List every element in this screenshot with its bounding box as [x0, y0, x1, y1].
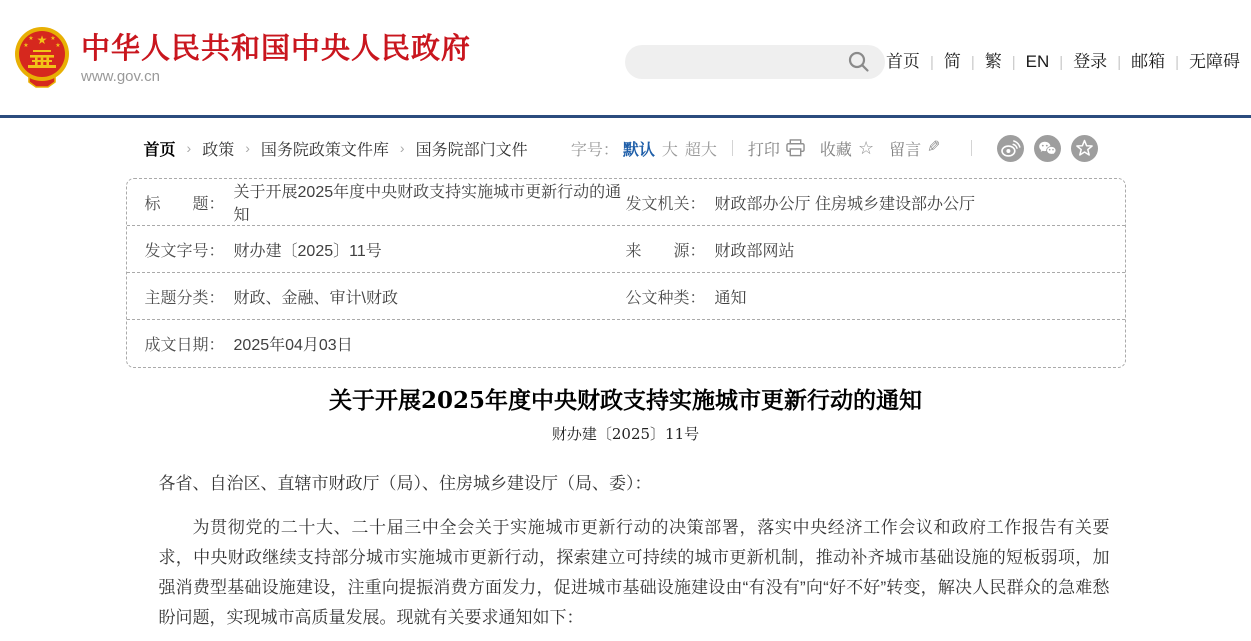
meta-date-cell [127, 332, 626, 355]
meta-label: 公文种类： [625, 289, 706, 307]
document-metadata-table [126, 178, 1126, 368]
breadcrumb-policy[interactable]: 政策 [202, 141, 235, 159]
meta-label: 标 题： [144, 195, 225, 213]
weibo-icon [997, 135, 1024, 162]
share-wechat-button[interactable] [1034, 135, 1061, 162]
nav-accessibility[interactable]: 无障碍 [1189, 52, 1240, 71]
nav-separator: | [1011, 53, 1016, 71]
nav-separator: | [929, 53, 934, 71]
chevron-right-icon: › [399, 140, 405, 156]
breadcrumb-department-docs[interactable]: 国务院部门文件 [415, 141, 528, 159]
search-button[interactable] [847, 45, 885, 79]
main-content [126, 135, 1126, 641]
nav-login[interactable]: 登录 [1073, 52, 1108, 71]
share-qzone-button[interactable] [1071, 135, 1098, 162]
search-icon [847, 50, 871, 74]
meta-issuing-agency-cell [626, 191, 1125, 214]
share-weibo-button[interactable] [997, 135, 1024, 162]
meta-value: 2025年04月03日 [233, 337, 353, 354]
search-box[interactable] [625, 45, 885, 79]
meta-topic-cell [127, 285, 626, 308]
nav-mail[interactable]: 邮箱 [1131, 52, 1166, 71]
header-divider [0, 115, 1251, 118]
logo-text [81, 32, 471, 85]
top-nav [886, 51, 1240, 73]
site-logo[interactable] [12, 26, 471, 90]
chevron-right-icon: › [245, 140, 250, 156]
font-size-xlarge[interactable]: 超大 [684, 141, 717, 159]
font-size-label: 字号： [570, 141, 619, 159]
comment-button[interactable] [889, 137, 940, 160]
table-row [127, 273, 1125, 320]
page-title: 关于开展2025年度中央财政支持实施城市更新行动的通知 [328, 387, 922, 414]
svg-text:★: ★ [55, 43, 61, 49]
toolbar-tools [571, 135, 1126, 162]
nav-separator: | [1117, 53, 1122, 71]
wechat-icon [1034, 135, 1061, 162]
nav-separator: | [970, 53, 975, 71]
favorite-label: 收藏 [819, 141, 852, 159]
search-input[interactable] [625, 45, 847, 79]
toolbar-separator [971, 140, 972, 156]
article-toolbar [126, 135, 1126, 161]
pencil-icon: ✎ [927, 139, 941, 156]
nav-home[interactable]: 首页 [885, 52, 920, 71]
chevron-right-icon: › [186, 140, 192, 156]
body-paragraph: 为贯彻党的二十大、二十届三中全会关于实施城市更新行动的决策部署，落实中央经济工作会议和政府工作报告有关要求，中央财政继续支持部分城市实施城市更新行动，探索建立可持续的城市更新机制，推动补齐城市基础设施的短板弱项，加强消费型基础设施建设，注重向提振消费方面发力，促进城市基础设施建设由“有没有”向“好不好”转变，解决人民群众的急难愁盼问题，实现城市高质量发展。现就有关要求通知如下： [158, 518, 1110, 627]
table-row [127, 226, 1125, 273]
meta-value: 财政、金融、审计\财政 [233, 289, 398, 307]
meta-value: 关于开展2025年度中央财政支持实施城市更新行动的通知 [233, 184, 622, 224]
nav-separator: | [1059, 53, 1064, 71]
breadcrumb-home[interactable]: 首页 [143, 141, 176, 159]
site-title: 中华人民共和国中央人民政府 [81, 32, 472, 65]
favorite-button[interactable] [820, 137, 874, 160]
star-outline-icon: ☆ [857, 138, 875, 158]
meta-source-cell [626, 238, 1125, 261]
nav-simplified[interactable]: 简 [943, 52, 961, 71]
salutation-paragraph: 各省、自治区、直辖市财政厅（局）、住房城乡建设厅（局、委）： [158, 474, 652, 493]
table-row [127, 320, 1125, 367]
meta-value: 财政部网站 [714, 242, 795, 260]
svg-text:★: ★ [36, 33, 48, 47]
font-size-default[interactable]: 默认 [622, 141, 655, 159]
print-button[interactable] [748, 137, 805, 160]
font-size-large[interactable]: 大 [661, 141, 678, 159]
print-label: 打印 [747, 141, 780, 159]
table-row [127, 179, 1125, 226]
nav-traditional[interactable]: 繁 [984, 52, 1002, 71]
printer-icon [786, 139, 805, 157]
meta-label: 发文字号： [144, 242, 225, 260]
site-url[interactable]: www.gov.cn [81, 67, 160, 85]
nav-english[interactable]: EN [1025, 52, 1050, 71]
article-body [126, 469, 1126, 641]
meta-label: 成文日期： [144, 337, 225, 354]
national-emblem-icon [12, 26, 72, 90]
meta-label: 主题分类： [144, 289, 225, 307]
meta-doc-number-cell [127, 238, 626, 261]
svg-text:★: ★ [28, 36, 34, 42]
breadcrumb-policy-library[interactable]: 国务院政策文件库 [260, 141, 389, 159]
meta-value: 财办建〔2025〕11号 [233, 242, 382, 260]
svg-text:★: ★ [23, 43, 29, 49]
meta-value: 通知 [714, 289, 747, 307]
meta-value: 财政部办公厅 住房城乡建设部办公厅 [714, 195, 975, 213]
meta-doc-type-cell [626, 285, 1125, 308]
svg-text:★: ★ [50, 36, 56, 42]
breadcrumb [126, 137, 528, 160]
meta-label: 发文机关： [625, 195, 706, 213]
comment-label: 留言 [889, 141, 922, 159]
meta-label: 来 源： [625, 242, 706, 260]
toolbar-separator [732, 140, 733, 156]
document-number: 财办建〔2025〕11号 [551, 425, 700, 443]
site-header [0, 0, 1251, 115]
qzone-star-icon [1071, 135, 1098, 162]
nav-separator: | [1175, 53, 1179, 71]
meta-title-cell [127, 179, 626, 225]
